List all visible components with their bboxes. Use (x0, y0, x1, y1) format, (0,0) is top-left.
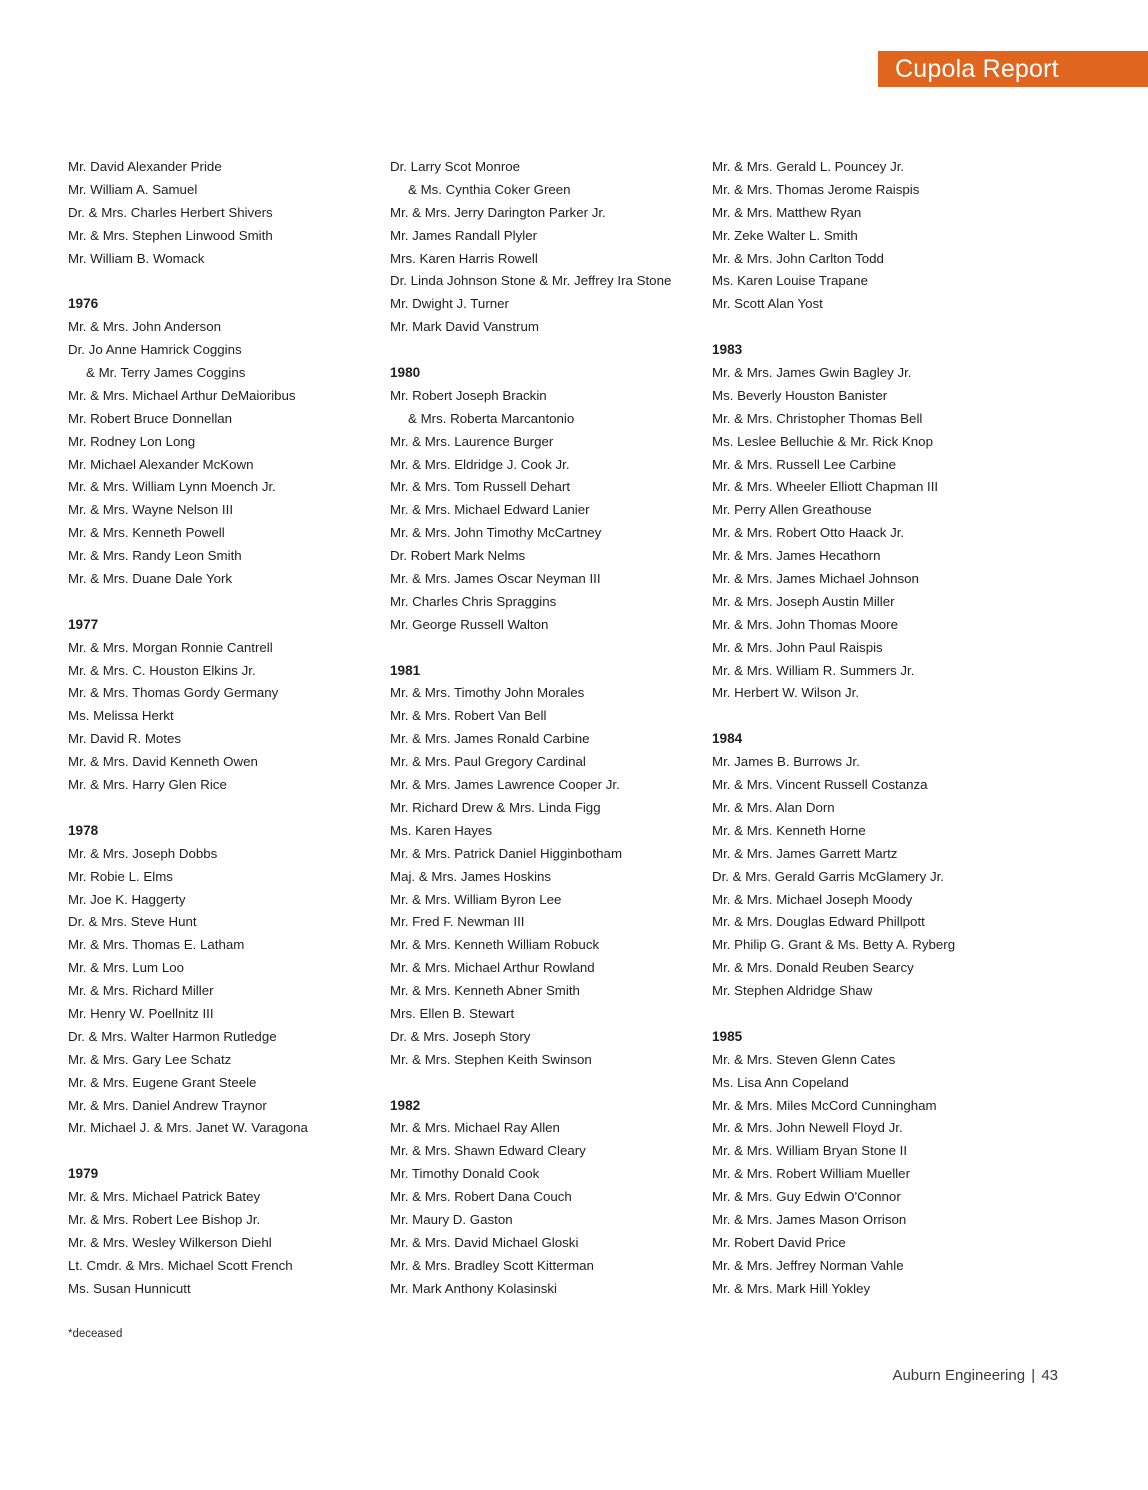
donor-name: Mr. Henry W. Poellnitz III (68, 1005, 214, 1021)
donor-name: Mr. Mark Anthony Kolasinski (390, 1280, 558, 1296)
donor-name: Mr. & Mrs. Michael Joseph Moody (712, 891, 913, 907)
donor-name: Mr. & Mrs. Robert Van Bell (390, 708, 547, 724)
donor-name: Dr. Robert Mark Nelms (390, 548, 526, 564)
donor-name: Mr. & Mrs. Miles McCord Cunningham (712, 1097, 937, 1113)
footer-separator: | (1031, 1367, 1036, 1384)
year-heading: 1983 (712, 342, 743, 358)
donor-name: Mr. & Mrs. Laurence Burger (390, 433, 554, 449)
donor-name: Ms. Karen Hayes (390, 822, 492, 838)
donor-name: Mr. & Mrs. Michael Ray Allen (390, 1120, 560, 1136)
donor-name: Mr. & Mrs. Robert William Mueller (712, 1166, 910, 1182)
donor-name: Mr. & Mrs. Paul Gregory Cardinal (390, 754, 586, 770)
donor-name: Mr. & Mrs. Kenneth Horne (712, 822, 866, 838)
donor-name: Mr. Perry Allen Greathouse (712, 502, 872, 518)
donor-name: Mr. & Mrs. Michael Arthur DeMaioribus (68, 387, 296, 403)
donor-name: Mr. Michael Alexander McKown (68, 456, 254, 472)
donor-name: Mr. & Mrs. Robert Dana Couch (390, 1189, 572, 1205)
spacer (390, 1072, 710, 1095)
donor-name: Mr. & Mrs. Steven Glenn Cates (712, 1051, 896, 1067)
donor-name: & Ms. Cynthia Coker Green (408, 181, 571, 197)
donor-name: Mr. Michael J. & Mrs. Janet W. Varagona (68, 1120, 308, 1136)
donor-name: Ms. Leslee Belluchie & Mr. Rick Knop (712, 433, 933, 449)
section-banner (878, 51, 1148, 87)
donor-name: Mr. & Mrs. Patrick Daniel Higginbotham (390, 845, 623, 861)
donor-name: Mr. & Mrs. Richard Miller (68, 983, 214, 999)
donor-name: Mr. & Mrs. Michael Edward Lanier (390, 502, 590, 518)
donor-name: Lt. Cmdr. & Mrs. Michael Scott French (68, 1257, 293, 1273)
donor-name: Dr. Jo Anne Hamrick Coggins (68, 342, 242, 358)
donor-name: Mr. & Mrs. Harry Glen Rice (68, 777, 227, 793)
donor-name: Mr. & Mrs. C. Houston Elkins Jr. (68, 662, 256, 678)
donor-name: Mr. & Mrs. Wesley Wilkerson Diehl (68, 1234, 272, 1250)
donor-name: Mr. Joe K. Haggerty (68, 891, 186, 907)
section-title: Cupola Report (895, 55, 1059, 83)
donor-name: Mr. & Mrs. Wayne Nelson III (68, 502, 234, 518)
donor-name: Mrs. Karen Harris Rowell (390, 250, 538, 266)
donor-name: Mr. & Mrs. Thomas Gordy Germany (68, 685, 279, 701)
donor-name: Mr. & Mrs. Tom Russell Dehart (390, 479, 571, 495)
donor-name: Mr. Rodney Lon Long (68, 433, 196, 449)
spacer (68, 1140, 388, 1163)
spacer (68, 797, 388, 820)
donor-name: Mr. & Mrs. Joseph Austin Miller (712, 593, 895, 609)
donor-name: Ms. Beverly Houston Banister (712, 387, 888, 403)
spacer (712, 705, 1032, 728)
donor-column-1 (68, 156, 388, 1301)
donor-name: Mr. & Mrs. Thomas E. Latham (68, 937, 245, 953)
donor-name: Mr. James Randall Plyler (390, 227, 538, 243)
donor-name: Mr. Fred F. Newman III (390, 914, 525, 930)
donor-name: Mr. & Mrs. Robert Lee Bishop Jr. (68, 1211, 261, 1227)
donor-name: Mr. Robert Joseph Brackin (390, 387, 547, 403)
donor-name: Mr. William B. Womack (68, 250, 205, 266)
donor-name: Dr. & Mrs. Walter Harmon Rutledge (68, 1028, 277, 1044)
donor-name: Mr. & Mrs. Joseph Dobbs (68, 845, 218, 861)
donor-name: Mr. & Mrs. Kenneth William Robuck (390, 937, 600, 953)
year-heading: 1981 (390, 662, 421, 678)
footnote: *deceased (68, 1328, 123, 1340)
donor-name: Mr. David Alexander Pride (68, 159, 222, 174)
donor-name: Ms. Melissa Herkt (68, 708, 174, 724)
spacer (712, 1003, 1032, 1026)
year-heading: 1977 (68, 616, 99, 632)
donor-name: Mr. & Mrs. James Lawrence Cooper Jr. (390, 777, 620, 793)
donor-name: Mr. Richard Drew & Mrs. Linda Figg (390, 799, 601, 815)
donor-name: Mr. & Mrs. Shawn Edward Cleary (390, 1143, 586, 1159)
donor-name: Mrs. Ellen B. Stewart (390, 1005, 515, 1021)
donor-name: Mr. & Mrs. Vincent Russell Costanza (712, 777, 928, 793)
donor-name: Mr. & Mrs. Mark Hill Yokley (712, 1280, 871, 1296)
donor-name: Mr. & Mrs. James Mason Orrison (712, 1211, 907, 1227)
donor-name: Mr. & Mrs. John Carlton Todd (712, 250, 884, 266)
year-heading: 1984 (712, 731, 743, 747)
donor-name: Mr. & Mrs. Gerald L. Pouncey Jr. (712, 159, 905, 174)
year-heading: 1979 (68, 1166, 99, 1182)
donor-name: Mr. & Mrs. Guy Edwin O'Connor (712, 1189, 901, 1205)
donor-name: & Mrs. Roberta Marcantonio (408, 410, 575, 426)
donor-name: Mr. & Mrs. Alan Dorn (712, 799, 835, 815)
publication-name: Auburn Engineering (892, 1367, 1026, 1384)
donor-name: Mr. & Mrs. Jeffrey Norman Vahle (712, 1257, 904, 1273)
donor-name: Mr. David R. Motes (68, 731, 182, 747)
donor-name: Mr. & Mrs. Wheeler Elliott Chapman III (712, 479, 939, 495)
donor-name: Ms. Lisa Ann Copeland (712, 1074, 849, 1090)
donor-name: Ms. Susan Hunnicutt (68, 1280, 191, 1296)
donor-name: Mr. Scott Alan Yost (712, 296, 823, 312)
donor-name: Dr. & Mrs. Steve Hunt (68, 914, 197, 930)
spacer (68, 270, 388, 293)
donor-name: Mr. Robert Bruce Donnellan (68, 410, 233, 426)
donor-name: Mr. & Mrs. John Timothy McCartney (390, 525, 602, 541)
donor-name: Mr. & Mrs. William Lynn Moench Jr. (68, 479, 276, 495)
donor-name: Mr. Timothy Donald Cook (390, 1166, 540, 1182)
donor-name: Mr. & Mrs. James Hecathorn (712, 548, 881, 564)
year-heading: 1976 (68, 296, 99, 312)
donor-name: Mr. & Mrs. Gary Lee Schatz (68, 1051, 232, 1067)
donor-name: Mr. & Mrs. Morgan Ronnie Cantrell (68, 639, 273, 655)
page-footer (892, 1367, 1058, 1384)
donor-name: Mr. & Mrs. John Paul Raispis (712, 639, 883, 655)
donor-name: Mr. & Mrs. Duane Dale York (68, 571, 233, 587)
donor-name: & Mr. Terry James Coggins (86, 365, 246, 381)
year-heading: 1985 (712, 1028, 743, 1044)
donor-name: Mr. William A. Samuel (68, 181, 198, 197)
donor-name: Mr. Robert David Price (712, 1234, 846, 1250)
donor-name: Mr. Charles Chris Spraggins (390, 593, 557, 609)
year-heading: 1980 (390, 365, 421, 381)
donor-name: Mr. & Mrs. Michael Arthur Rowland (390, 960, 595, 976)
spacer (390, 637, 710, 660)
donor-name: Mr. & Mrs. John Thomas Moore (712, 616, 898, 632)
donor-name: Mr. & Mrs. William R. Summers Jr. (712, 662, 915, 678)
donor-name: Maj. & Mrs. James Hoskins (390, 868, 552, 884)
donor-name: Mr. & Mrs. Lum Loo (68, 960, 185, 976)
donor-name: Mr. Mark David Vanstrum (390, 319, 540, 335)
donor-name: Mr. & Mrs. Russell Lee Carbine (712, 456, 897, 472)
donor-name: Mr. & Mrs. David Michael Gloski (390, 1234, 579, 1250)
donor-name: Ms. Karen Louise Trapane (712, 273, 868, 289)
donor-name: Mr. & Mrs. Kenneth Abner Smith (390, 983, 580, 999)
donor-name: Mr. & Mrs. William Byron Lee (390, 891, 562, 907)
donor-name: Mr. & Mrs. Michael Patrick Batey (68, 1189, 261, 1205)
donor-name: Mr. & Mrs. John Newell Floyd Jr. (712, 1120, 903, 1136)
donor-name: Mr. & Mrs. William Bryan Stone II (712, 1143, 908, 1159)
spacer (712, 316, 1032, 339)
donor-name: Mr. & Mrs. Matthew Ryan (712, 204, 862, 220)
donor-name: Mr. & Mrs. Eldridge J. Cook Jr. (390, 456, 570, 472)
donor-name: Mr. & Mrs. Thomas Jerome Raispis (712, 181, 920, 197)
donor-name: Dr. & Mrs. Gerald Garris McGlamery Jr. (712, 868, 944, 884)
donor-name: Mr. & Mrs. James Garrett Martz (712, 845, 898, 861)
donor-name: Mr. & Mrs. James Gwin Bagley Jr. (712, 365, 912, 381)
donor-name: Mr. & Mrs. James Oscar Neyman III (390, 571, 601, 587)
donor-name: Mr. Maury D. Gaston (390, 1211, 513, 1227)
donor-column-3 (712, 156, 1032, 1301)
donor-name: Mr. Robie L. Elms (68, 868, 173, 884)
donor-name: Mr. Zeke Walter L. Smith (712, 227, 858, 243)
donor-name: Mr. & Mrs. Kenneth Powell (68, 525, 225, 541)
donor-name: Mr. & Mrs. James Michael Johnson (712, 571, 919, 587)
spacer (390, 339, 710, 362)
donor-name: Mr. & Mrs. James Ronald Carbine (390, 731, 590, 747)
donor-name: Mr. & Mrs. Christopher Thomas Bell (712, 410, 923, 426)
donor-name: Mr. Philip G. Grant & Ms. Betty A. Ryberg (712, 937, 956, 953)
year-heading: 1982 (390, 1097, 421, 1113)
donor-name: Mr. & Mrs. Jerry Darington Parker Jr. (390, 204, 606, 220)
donor-name: Mr. Dwight J. Turner (390, 296, 509, 312)
page-number: 43 (1041, 1367, 1058, 1384)
donor-name: Mr. & Mrs. Timothy John Morales (390, 685, 585, 701)
donor-name: Mr. & Mrs. Stephen Keith Swinson (390, 1051, 592, 1067)
year-heading: 1978 (68, 822, 99, 838)
donor-name: Dr. & Mrs. Charles Herbert Shivers (68, 204, 273, 220)
donor-name: Mr. & Mrs. Douglas Edward Phillpott (712, 914, 925, 930)
spacer (68, 591, 388, 614)
donor-name: Mr. & Mrs. Stephen Linwood Smith (68, 227, 273, 243)
donor-name: Mr. & Mrs. John Anderson (68, 319, 221, 335)
donor-name: Mr. & Mrs. Robert Otto Haack Jr. (712, 525, 905, 541)
donor-name: Mr. George Russell Walton (390, 616, 549, 632)
donor-name: Mr. Stephen Aldridge Shaw (712, 983, 873, 999)
donor-name: Mr. & Mrs. David Kenneth Owen (68, 754, 258, 770)
donor-name: Mr. & Mrs. Daniel Andrew Traynor (68, 1097, 267, 1113)
donor-column-2 (390, 156, 710, 1301)
donor-name: Mr. & Mrs. Randy Leon Smith (68, 548, 242, 564)
donor-name: Dr. & Mrs. Joseph Story (390, 1028, 531, 1044)
donor-name: Dr. Larry Scot Monroe (390, 159, 521, 174)
donor-name: Mr. & Mrs. Bradley Scott Kitterman (390, 1257, 594, 1273)
donor-name: Mr. James B. Burrows Jr. (712, 754, 860, 770)
donor-name: Mr. & Mrs. Donald Reuben Searcy (712, 960, 914, 976)
donor-name: Mr. Herbert W. Wilson Jr. (712, 685, 860, 701)
donor-name: Mr. & Mrs. Eugene Grant Steele (68, 1074, 257, 1090)
donor-name: Dr. Linda Johnson Stone & Mr. Jeffrey Ira Stone (390, 273, 672, 289)
